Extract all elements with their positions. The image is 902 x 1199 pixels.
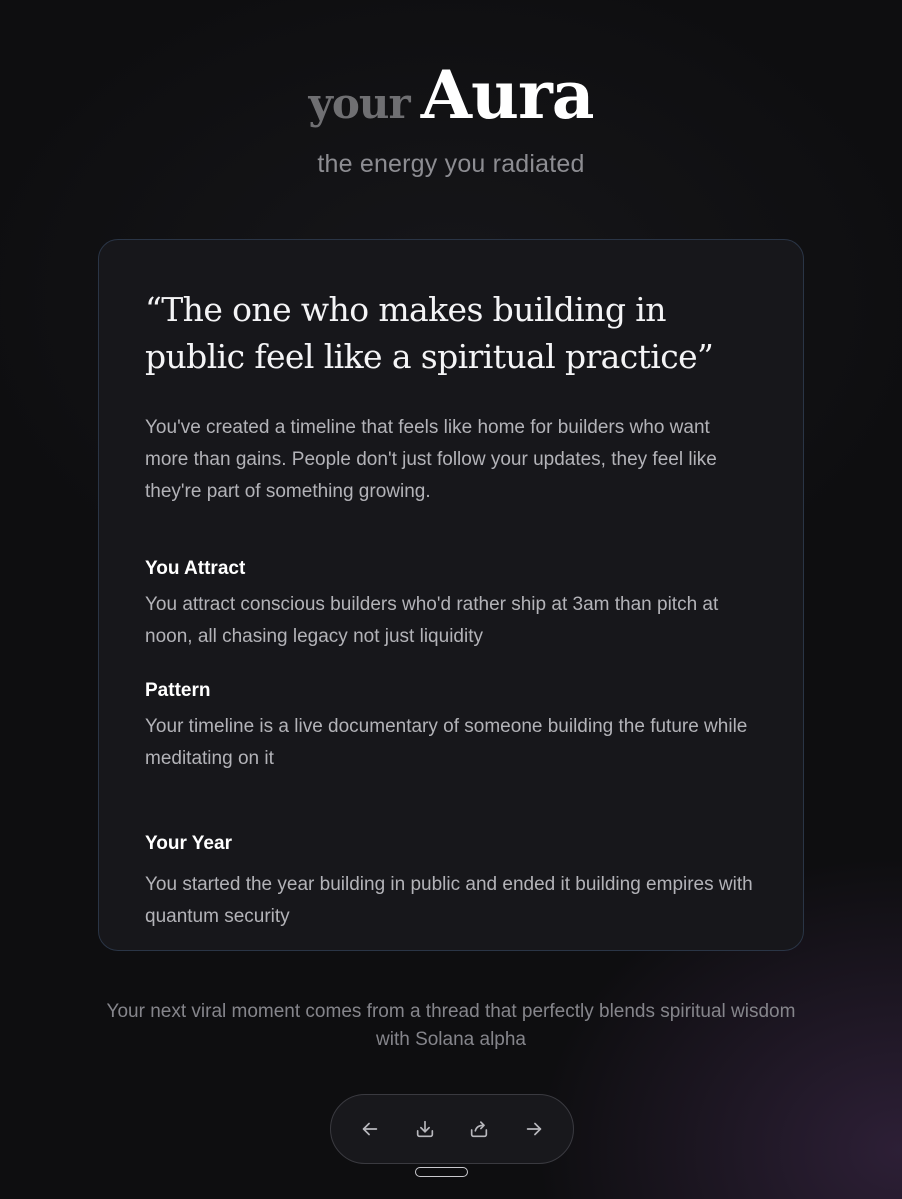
next-button[interactable] [514, 1109, 554, 1149]
section-title: Your Year [145, 833, 232, 854]
section-text: You started the year building in public and ended it building empires with quantum security [145, 874, 753, 927]
title-main: Aura [420, 56, 594, 134]
download-button[interactable] [405, 1109, 445, 1149]
share-button[interactable] [459, 1109, 499, 1149]
aura-quote: “The one who makes building in public feel like a spiritual practice” [145, 290, 714, 376]
section-text: Your timeline is a live documentary of someone building the future while meditating on it [145, 716, 748, 769]
section-title: You Attract [145, 558, 246, 579]
prediction-text: Your next viral moment comes from a thread that perfectly blends spiritual wisdom with Solana alpha [106, 1001, 796, 1050]
section-your-year [145, 833, 757, 933]
aura-intro: You've created a timeline that feels like home for builders who want more than gains. People don't just follow your updates, they feel like they're part of something growing. [145, 417, 717, 502]
action-toolbar [330, 1094, 574, 1164]
page-subtitle: the energy you radiated [317, 150, 585, 178]
home-indicator[interactable] [415, 1167, 468, 1177]
section-pattern [145, 680, 757, 775]
arrow-right-icon [523, 1118, 545, 1140]
header [0, 56, 902, 179]
arrow-left-icon [359, 1118, 381, 1140]
title-prefix: your [308, 79, 410, 128]
download-icon [414, 1118, 436, 1140]
previous-button[interactable] [350, 1109, 390, 1149]
share-icon [468, 1118, 490, 1140]
section-text: You attract conscious builders who'd rather ship at 3am than pitch at noon, all chasing legacy not just liquidity [145, 594, 719, 647]
page-title [0, 56, 902, 134]
aura-card [98, 239, 804, 951]
section-title: Pattern [145, 680, 211, 701]
section-you-attract [145, 558, 757, 653]
